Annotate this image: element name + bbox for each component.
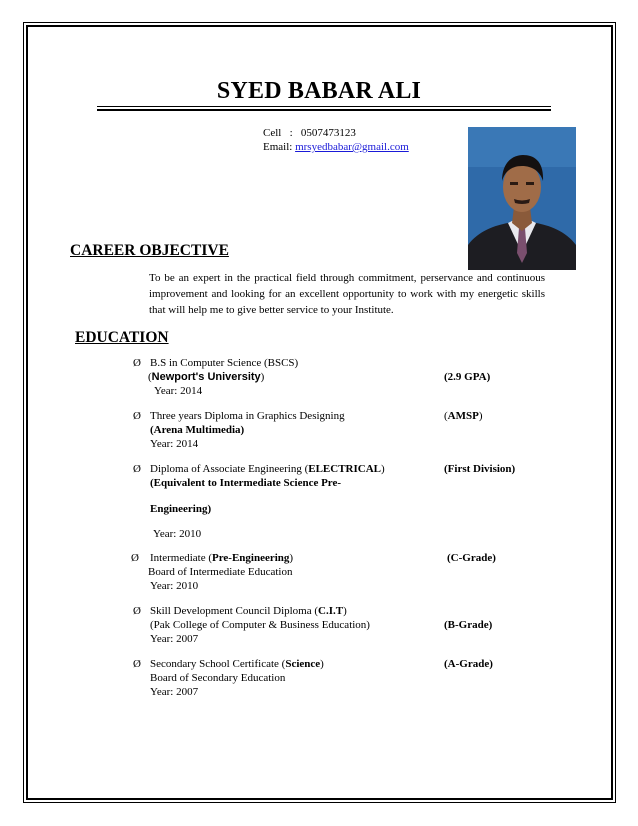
edu-item-1-title: B.S in Computer Science (BSCS) bbox=[150, 357, 299, 369]
edu-item-6-grade: (A-Grade) bbox=[444, 658, 493, 670]
bullet-arrow-icon: Ø bbox=[133, 463, 141, 475]
contact-email bbox=[263, 141, 409, 154]
bullet-arrow-icon: Ø bbox=[133, 605, 141, 617]
bullet-arrow-icon: Ø bbox=[133, 357, 141, 369]
edu-item-2-institution: (Arena Multimedia) bbox=[150, 424, 245, 436]
edu-item-1-institution: (Newport's University) bbox=[148, 371, 265, 383]
edu-item-5-title: Skill Development Council Diploma (C.I.T) bbox=[150, 605, 347, 617]
email-link[interactable]: mrsyedbabar@gmail.com bbox=[295, 141, 409, 153]
bullet-arrow-icon: Ø bbox=[131, 552, 139, 564]
cell-separator: : bbox=[289, 127, 293, 139]
edu-item-5-year: Year: 2007 bbox=[150, 633, 199, 645]
edu-item-3-equivalence-cont: Engineering) bbox=[150, 503, 212, 515]
name-rule bbox=[97, 106, 551, 111]
candidate-name: SYED BABAR ALI bbox=[216, 78, 422, 104]
edu-item-5-grade: (B-Grade) bbox=[444, 619, 493, 631]
edu-item-5-institution: (Pak College of Computer & Business Education) bbox=[150, 619, 370, 631]
bullet-arrow-icon: Ø bbox=[133, 658, 141, 670]
edu-item-6-title: Secondary School Certificate (Science) bbox=[150, 658, 324, 670]
edu-item-2-grade: (AMSP) bbox=[444, 410, 483, 422]
edu-item-3-grade: (First Division) bbox=[444, 463, 516, 475]
edu-item-3-equivalence: (Equivalent to Intermediate Science Pre- bbox=[150, 477, 342, 489]
education-heading: EDUCATION bbox=[75, 329, 169, 346]
bullet-arrow-icon: Ø bbox=[133, 410, 141, 422]
edu-item-2-year: Year: 2014 bbox=[150, 438, 199, 450]
edu-item-4-year: Year: 2010 bbox=[150, 580, 199, 592]
edu-item-2-title: Three years Diploma in Graphics Designing bbox=[150, 410, 345, 422]
cell-number: 0507473123 bbox=[300, 127, 356, 139]
career-objective-text: To be an expert in the practical field through commitment, perservance and continuous improvement and looking for an excellent opportunity to work with my energetic skills that will help me to give better service to your Institute. bbox=[149, 272, 545, 316]
edu-item-4-board: Board of Intermediate Education bbox=[148, 566, 293, 578]
profile-photo-image bbox=[468, 127, 576, 270]
edu-item-1-year: Year: 2014 bbox=[154, 385, 203, 397]
edu-item-4-title: Intermediate (Pre-Engineering) bbox=[150, 552, 294, 564]
edu-item-3-title: Diploma of Associate Engineering (ELECTRICAL) bbox=[150, 463, 385, 475]
email-label: Email: bbox=[263, 141, 293, 153]
contact-cell bbox=[263, 127, 356, 140]
cell-label: Cell bbox=[263, 127, 282, 139]
edu-item-6-year: Year: 2007 bbox=[150, 686, 199, 698]
edu-item-4-grade: (C-Grade) bbox=[447, 552, 496, 564]
profile-photo bbox=[468, 127, 576, 270]
edu-item-1-grade: (2.9 GPA) bbox=[444, 371, 491, 383]
career-objective-heading: CAREER OBJECTIVE bbox=[70, 242, 229, 259]
edu-item-3-year: Year: 2010 bbox=[153, 528, 202, 540]
edu-item-6-board: Board of Secondary Education bbox=[150, 672, 286, 684]
